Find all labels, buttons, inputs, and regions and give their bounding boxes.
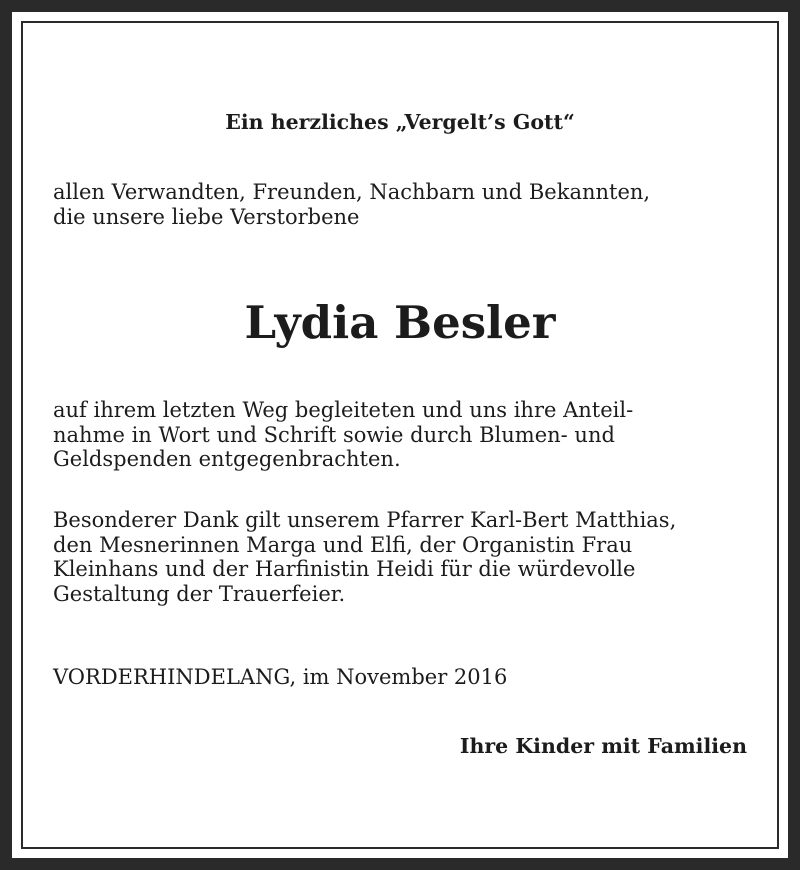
paragraph-line: Kleinhans und der Harfinistin Heidi für die würdevolle [53, 557, 636, 582]
special-thanks-paragraph [53, 508, 747, 606]
gratitude-paragraph [53, 398, 747, 472]
paragraph-line: den Mesnerinnen Marga und Elfi, der Organistin Frau [53, 532, 633, 557]
paragraph-line: Besonderer Dank gilt unserem Pfarrer Karl-Bert Matthias, [53, 508, 677, 532]
notice-heading: Ein herzliches „Vergelt’s Gott“ [225, 110, 575, 134]
paragraph-line: Geldspenden entgegenbrachten. [53, 447, 401, 472]
deceased-name: Lydia Besler [244, 296, 556, 349]
paragraph-line: auf ihrem letzten Weg begleiteten und uns ihre Anteil- [53, 398, 634, 422]
paragraph-line: Gestaltung der Trauerfeier. [53, 581, 346, 606]
paragraph-line: nahme in Wort und Schrift sowie durch Blumen- und [53, 422, 615, 447]
place-and-date: VORDERHINDELANG, im November 2016 [53, 665, 508, 689]
intro-line: allen Verwandten, Freunden, Nachbarn und Bekannten, [53, 180, 651, 204]
signature: Ihre Kinder mit Familien [459, 734, 747, 758]
intro-text [53, 180, 747, 229]
intro-line: die unsere liebe Verstorbene [53, 204, 360, 229]
